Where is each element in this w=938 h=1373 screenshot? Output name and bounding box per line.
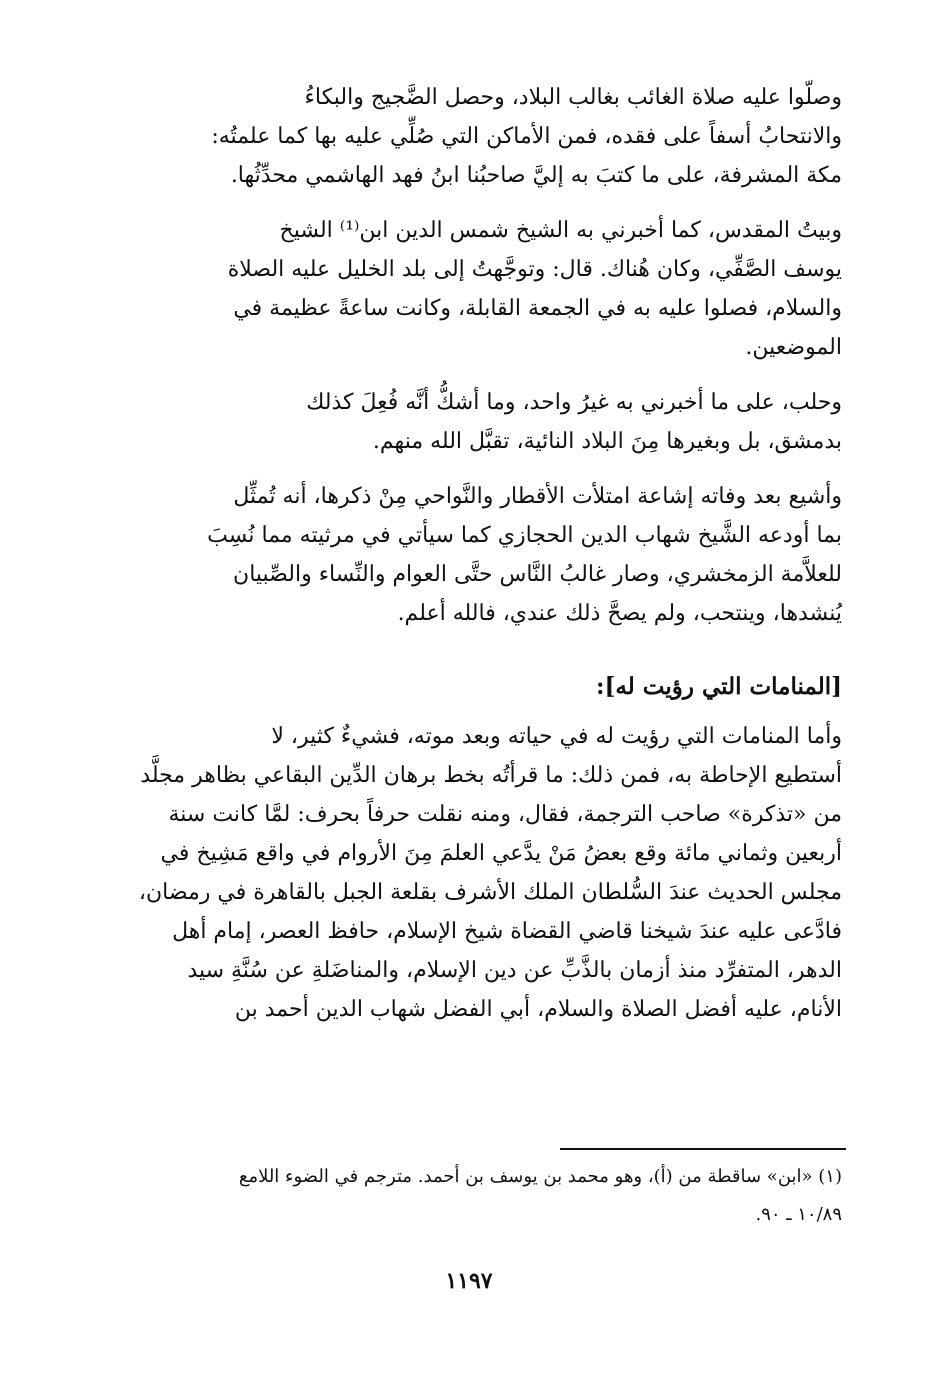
- text-line: الدهر، المتفرِّد منذ أزمان بالذَّبِّ عن دين الإسلام، والمناضَلةِ عن سُنَّةِ سيد: [187, 958, 842, 983]
- text-line: من «تذكرة» صاحب الترجمة، فقال، ومنه نقلت حرفاً بحرف: لمَّا كانت سنة: [168, 802, 842, 827]
- footnote-separator: [560, 1148, 846, 1150]
- text-line: وصلّوا عليه صلاة الغائب بغالب البلاد، وحصل الضَّجيج والبكاءُ: [304, 85, 842, 110]
- paragraph-aleppo: [96, 383, 842, 461]
- text-line: وبيتُ المقدس، كما أخبرني به الشيخ شمس الدين ابن⁽¹⁾ الشيخ: [279, 218, 842, 243]
- paragraph-jerusalem: [96, 211, 842, 367]
- text-line: وأما المنامات التي رؤيت له في حياته وبعد موته، فشيءٌ كثير، لا: [271, 724, 842, 749]
- footnote-line: ١٠/٨٩ ـ ٩٠.: [755, 1204, 842, 1225]
- footnote: [96, 1158, 842, 1234]
- text-line: والانتحابُ أسفاً على فقده، فمن الأماكن التي صُلِّي عليه بها كما علمتُه:: [211, 124, 842, 149]
- text-line: يُنشدها، وينتحب، ولم يصحَّ ذلك عندي، فالله أعلم.: [397, 601, 842, 626]
- text-line: الأنام، عليه أفضل الصلاة والسلام، أبي الفضل شهاب الدين أحمد بن: [234, 997, 842, 1022]
- text-line: أستطيع الإحاطة به، فمن ذلك: ما قرأتُه بخط برهان الدِّين البقاعي بظاهر مجلَّد: [140, 763, 842, 788]
- paragraph-dreams: [96, 717, 842, 1029]
- footnote-line: (١) «ابن» ساقطة من (أ)، وهو محمد بن يوسف بن أحمد. مترجم في الضوء اللامع: [238, 1166, 842, 1187]
- text-line: بما أودعه الشَّيخ شهاب الدين الحجازي كما سيأتي في مرثيته مما نُسِبَ: [207, 523, 842, 548]
- text-line: أربعين وثماني مائة وقع بعضُ مَنْ يدَّعي العلمَ مِنَ الأروام في واقع مَشِيخ في: [160, 841, 842, 866]
- text-line: مكة المشرفة، على ما كتبَ به إليَّ صاحبُنا ابنُ فهد الهاشمي محدِّثُها.: [230, 163, 842, 188]
- section-heading: [المنامات التي رؤيت له]:: [596, 673, 842, 700]
- paragraph-rumour: [96, 477, 842, 633]
- text-line: فادَّعى عليه عندَ شيخنا قاضي القضاة شيخ الإسلام، حافظ العصر، إمام أهل: [172, 919, 842, 944]
- text-line: بدمشق، بل وبغيرها مِنَ البلاد النائية، تقبَّل الله منهم.: [372, 429, 842, 454]
- text-line: وأشيع بعد وفاته إشاعة امتلأت الأقطار والنَّواحي مِنْ ذكرها، أنه تُمثِّل: [233, 484, 842, 509]
- text-line: والسلام، فصلوا عليه به في الجمعة القابلة، وكانت ساعةً عظيمة في: [233, 296, 842, 321]
- text-line: للعلاَّمة الزمخشري، وصار غالبُ النَّاس حتَّى العوام والنِّساء والصِّبيان: [233, 562, 842, 587]
- page-number: ١١٩٧: [445, 1268, 493, 1294]
- paragraph-prayers: [96, 78, 842, 195]
- text-line: مجلس الحديث عندَ السُّلطان الملك الأشرف بقلعة الجبل بالقاهرة في رمضان،: [138, 880, 842, 905]
- text-line: الموضعين.: [745, 335, 842, 360]
- text-line: وحلب، على ما أخبرني به غيرُ واحد، وما أشكُّ أنَّه فُعِلَ كذلك: [306, 390, 842, 415]
- text-line: يوسف الصَّفِّي، وكان هُناك. قال: وتوجَّهتُ إلى بلد الخليل عليه الصلاة: [227, 257, 842, 282]
